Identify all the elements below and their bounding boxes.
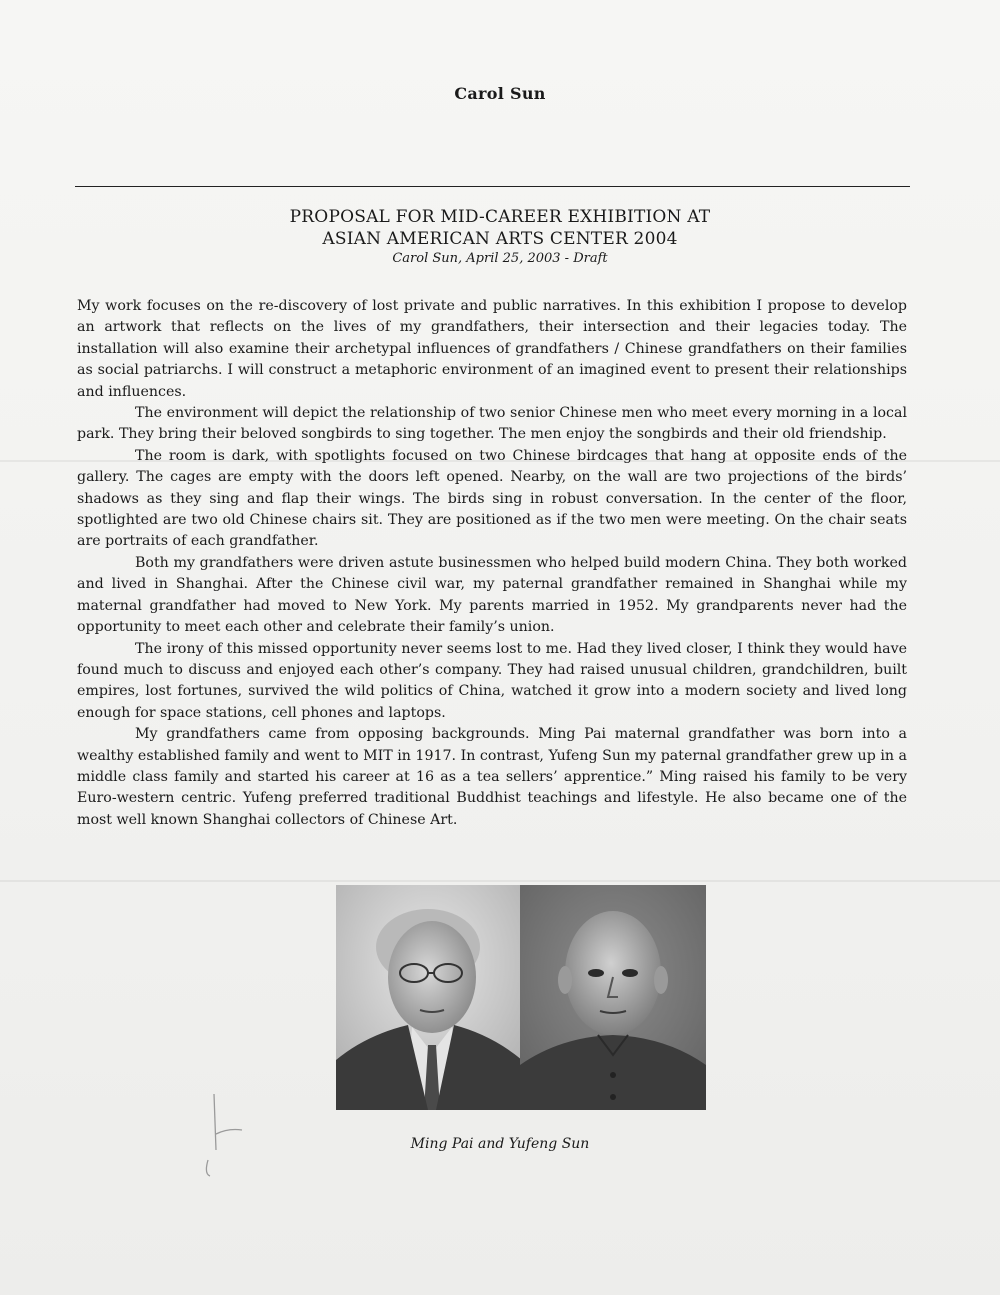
title-line-1: PROPOSAL FOR MID-CAREER EXHIBITION AT — [289, 207, 711, 227]
paragraph-2: The environment will depict the relationship of two senior Chinese men who meet every morning in a local park. They bring their beloved songbirds to sing together. The men enjoy the songbirds and their old friendship. — [77, 405, 907, 443]
header-rule — [75, 186, 910, 187]
paragraph-3: The room is dark, with spotlights focused on two Chinese birdcages that hang at opposite ends of the gallery. The cages are empty with the doors left opened. Nearby, on the wall are two projections of the birds’ shadows as they sing and flap their wings. The birds sing in robust conversation. In the center of the floor, spotlighted are two old Chinese chairs sit. They are positioned as if the two men were meeting. On the chair seats are portraits of each grandfather. — [77, 447, 907, 550]
subtitle: Carol Sun, April 25, 2003 - Draft — [392, 251, 608, 266]
portrait-ming-pai — [336, 885, 522, 1110]
portrait-ming-pai-image — [336, 885, 522, 1110]
paragraph-5: The irony of this missed opportunity never seems lost to me. Had they lived closer, I think they would have found much to discuss and enjoyed each other’s company. They had raised unusual children, grandchildren, built empires, lost fortunes, survived the wild politics of China, watched it grow into a modern society and lived long enough for space stations, cell phones and laptops. — [77, 640, 907, 721]
paper-fold-line — [0, 880, 1000, 882]
paragraph-1: My work focuses on the re-discovery of lost private and public narratives. In this exhibition I propose to develop an artwork that reflects on the lives of my grandfathers, their intersection and their legacies today. The installation will also examine their archetypal influences of grandfathers / Chinese grandfathers on their families as social patriarchs. I will construct a metaphoric environment of an imagined event to present their relationships and influences. — [77, 298, 907, 400]
portrait-yufeng-sun-image — [520, 885, 706, 1110]
portrait-yufeng-sun — [520, 885, 706, 1110]
title-line-2: ASIAN AMERICAN ARTS CENTER 2004 — [322, 229, 678, 249]
paragraph-6: My grandfathers came from opposing backgrounds. Ming Pai maternal grandfather was born into a wealthy established family and went to MIT in 1917. In contrast, Yufeng Sun my paternal grandfather grew up in a middle class family and started his career at 16 as a tea sellers’ apprentice.” Ming raised his family to be very Euro-western centric. Yufeng preferred traditional Buddhist teachings and lifestyle. He also became one of the most well known Shanghai collectors of Chinese Art. — [77, 726, 907, 828]
author-name: Carol Sun — [454, 84, 546, 103]
figure-caption: Ming Pai and Yufeng Sun — [410, 1136, 590, 1152]
paragraph-4: Both my grandfathers were driven astute businessmen who helped build modern China. They both worked and lived in Shanghai. After the Chinese civil war, my paternal grandfather remained in Shanghai while my maternal grandfather had moved to New York. My parents married in 1952. My grandparents never had the opportunity to meet each other and celebrate their family’s union. — [77, 554, 907, 636]
portrait-photos — [0, 885, 1000, 1115]
pen-mark-scribble — [198, 1090, 258, 1180]
body-text — [77, 296, 907, 831]
title-block — [0, 206, 1000, 268]
